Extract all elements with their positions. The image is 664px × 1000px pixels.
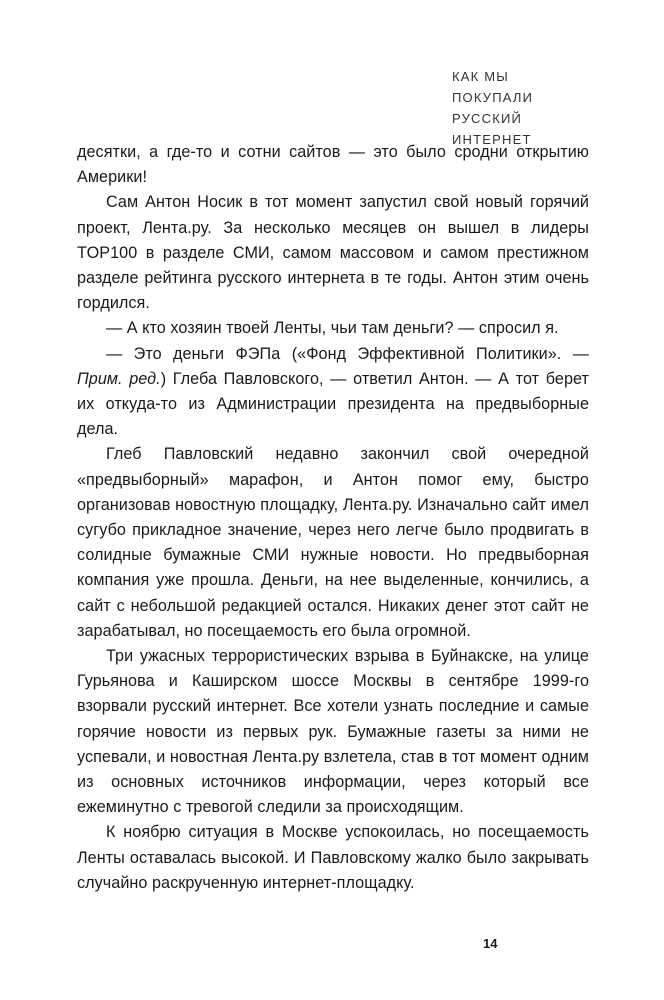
paragraph-3: — А кто хозяин твоей Ленты, чьи там деньги? — спросил я. — [106, 319, 559, 338]
page-number: 14 — [483, 936, 498, 951]
paragraph-6: Три ужасных террористических взрыва в Буйнакске, на улице Гурьянова и Каширском шоссе Москвы в сентябре 1999-го взорвали русский интернет. Все хотели узнать последние и самые горячие новости из первых рук. Бумажные газеты за ними не успевали, и новостная Лента.ру взлетела, став в тот момент одним из основных источников информации, через который все ежеминутно с тревогой следили за происходящим. — [77, 647, 589, 817]
running-header-line-1: КАК МЫ ПОКУПАЛИ — [452, 69, 534, 105]
editor-note: Прим. ред. — [77, 369, 161, 388]
paragraph-5: Глеб Павловский недавно закончил свой очередной «предвыборный» марафон, и Антон помог ему, быстро организовав новостную площадку, Лента.ру. Изначально сайт имел сугубо прикладное значение, через него легче было продвигать в солидные бумажные СМИ нужные новости. Но предвыборная компания уже прошла. Деньги, на нее выделенные, кончились, а сайт с небольшой редакцией остался. Никаких денег этот сайт не зарабатывал, но посещаемость его была огромной. — [77, 445, 589, 640]
paragraph-4 — [77, 342, 589, 443]
paragraph-4-start: — Это деньги ФЭПа («Фонд Эффективной Политики». — — [106, 344, 589, 363]
running-header — [394, 66, 594, 150]
paragraph-4-end: ) Глеба Павловского, — ответил Антон. — А тот берет их откуда-то из Администрации президента на предвыборные дела. — [77, 369, 589, 439]
running-header-line-2: РУССКИЙ ИНТЕРНЕТ — [452, 111, 532, 147]
body-text — [77, 140, 589, 896]
paragraph-2: Сам Антон Носик в тот момент запустил свой новый горячий проект, Лента.ру. За несколько месяцев он вышел в лидеры TOP100 в разделе СМИ, самом массовом и самом престижном разделе рейтинга русского интернета в те годы. Антон этим очень гордился. — [77, 193, 589, 313]
paragraph-1: десятки, а где-то и сотни сайтов — это было сродни открытию Америки! — [77, 143, 589, 187]
paragraph-7: К ноябрю ситуация в Москве успокоилась, но посещаемость Ленты оставалась высокой. И Павловскому жалко было закрывать случайно раскрученную интернет-площадку. — [77, 823, 589, 892]
